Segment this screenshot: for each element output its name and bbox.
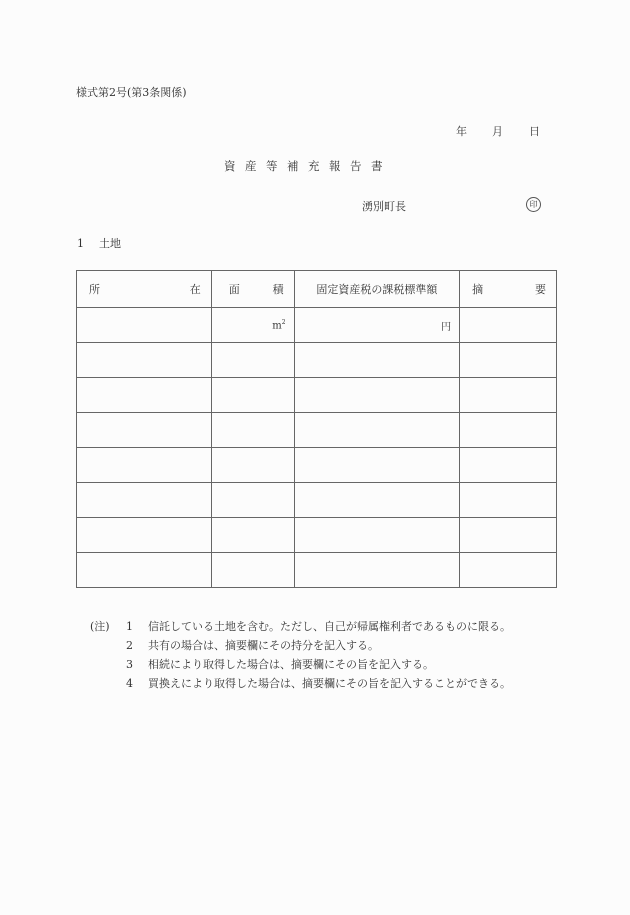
addressee: 湧別町長 [362, 200, 406, 213]
document-title: 資産等補充報告書 [224, 159, 392, 173]
note-item: 3 相続により取得した場合は、摘要欄にその旨を記入する。 [126, 658, 434, 671]
table-row [77, 308, 557, 343]
section-heading [77, 235, 121, 251]
note-item: 2 共有の場合は、摘要欄にその持分を記入する。 [126, 639, 379, 652]
note-item: (注) 1 信託している土地を含む。ただし、自己が帰属権利者であるものに限る。 [90, 617, 511, 636]
date-day: 日 [529, 125, 540, 138]
header-remarks: 摘 要 [460, 271, 557, 308]
date-year: 年 [456, 125, 467, 138]
table-row [77, 413, 557, 448]
table-row [77, 553, 557, 588]
cell-tax-base[interactable]: 円 [294, 308, 460, 343]
table-row [77, 378, 557, 413]
table-row [77, 448, 557, 483]
land-table [76, 270, 557, 588]
header-area: 面 積 [211, 271, 294, 308]
section-number: 1 [77, 237, 84, 250]
table-row [77, 518, 557, 553]
header-location: 所 在 [77, 271, 212, 308]
date-month: 月 [492, 125, 503, 138]
cell-location[interactable] [77, 308, 212, 343]
note-item: 4 買換えにより取得した場合は、摘要欄にその旨を記入することができる。 [126, 677, 511, 690]
form-number: 様式第2号(第3条関係) [76, 86, 187, 99]
notes [90, 617, 511, 693]
table-header-row [77, 271, 557, 308]
notes-label: (注) [90, 620, 110, 633]
table-row [77, 483, 557, 518]
table-row [77, 343, 557, 378]
cell-remarks[interactable] [460, 308, 557, 343]
section-label: 土地 [99, 237, 121, 250]
header-tax-base: 固定資産税の課税標準額 [294, 271, 460, 308]
cell-area[interactable]: $m^2$ [211, 308, 294, 343]
seal-icon: 印 [526, 197, 541, 212]
